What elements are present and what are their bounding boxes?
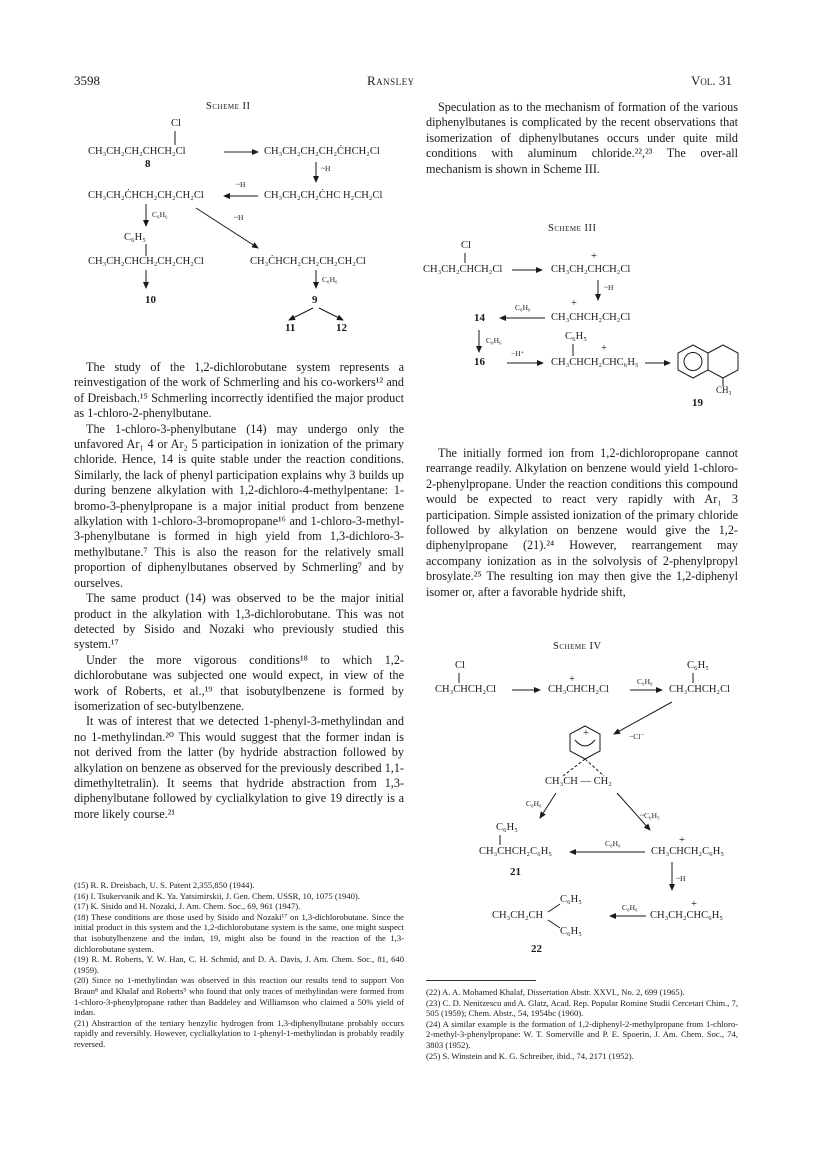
paragraph: Speculation as to the mechanism of formation of the various diphenylbutanes is complicated by the recent observations that isomerization of diphenylbutanes occurs under quite mild conditions with aluminum chloride.²²,²³ The over-all mechanism is shown in Scheme III.	[426, 100, 738, 176]
scheme-ii-c6h6-1: C₆H₆	[152, 210, 168, 219]
footnote: (22) A. A. Mohamed Khalaf, Dissertation Abstr. XXVI., No. 2, 699 (1965).	[426, 987, 685, 997]
scheme-ii-row3-right: CH₃ĊHCH₂CH₂CH₂CH₂Cl	[250, 256, 366, 267]
scheme-iv-plus-2: +	[679, 835, 685, 846]
bridge-bond	[585, 759, 604, 776]
paragraph: It was of interest that we detected 1-phenyl-3-methylindan and no 1-methylindan.²⁰ This would suggest that the former indan is not derived from the latter (by hydride abstraction followed by alkylation on benzene as observed for the previously described 1,1-dimethyltetralin). It seems that hydride abstraction from 1,3-diphenylbutane followed by cyclialkylation to give 19 directly is a more likely course.²¹	[74, 714, 404, 821]
footnote: (25) S. Winstein and K. G. Schreiber, ibid., 74, 2171 (1952).	[426, 1050, 634, 1061]
scheme-iv-c6h6-3: C₆H₆	[605, 839, 621, 848]
scheme-ii-h-shift-1: ~H	[321, 164, 331, 173]
footnote: (20) Since no 1-methylindan was observed in this reaction our results tend to support Von Braun⁸ and Khalaf and Roberts⁹ who found that only traces of methylindan were formed from 1-chloro-3-phenylpropane rather than Baddeley and Williamson who claimed a 50% yield of indan.	[74, 975, 404, 1018]
volume-label: Vol. 31	[691, 73, 732, 88]
scheme-ii-h-shift-3: ~H	[234, 213, 244, 222]
paragraph: The same product (14) was observed to be the major initial product in the alkylation with 1,3-dichlorobutane. This was not detected by Sisido and Nozaki who previously studied this system.¹⁷	[74, 591, 404, 652]
scheme-iii-row1-left: CH₃CH₂CHCH₂Cl	[423, 264, 503, 275]
scheme-iii-minus-h: −H⁺	[511, 349, 525, 358]
paragraph: The study of the 1,2-dichlorobutane system represents a reinvestigation of the work of Schmerling and his co-workers¹² and of Dreisbach.¹⁵ Schmerling incorrectly identified the major product as 1-chloro-2-phenylbutane.	[74, 360, 404, 421]
reaction-arrow	[540, 793, 556, 818]
paragraph: The 1-chloro-3-phenylbutane (14) may undergo only the unfavored Ar₁ 4 or Ar₂ 5 participation in ionization of the primary chloride. Hence, 14 is quite stable under the reaction conditions. Similarly, the lack of phenyl participation explains why 3 builds up during benzene alkylation with 1,2-dichloro-4-methylpentane: 1-bromo-3-phenylpropane is a major initial product from benzene alkylation with 1-chloro-3-bromopropane¹⁶ and 1-chloro-3-methyl-3-phenylbutane is formed in high yield from 1,3-dichloro-3-methylbutane.⁷ This is also the reason for the relatively small proportion of diphenylbutanes observed by Schmerling⁷ and by ourselves.	[74, 421, 404, 590]
reaction-arrow	[617, 793, 650, 830]
footnote: (19) R. M. Roberts, Y. W. Han, C. H. Schmid, and D. A. Davis, J. Am. Chem. Soc., 81, 640 (1959).	[74, 954, 404, 975]
scheme-ii-c6h5-sub: C₆H₅	[124, 232, 146, 243]
scheme-iv-row1-b: CH₃CHCH₂Cl	[548, 684, 610, 695]
scheme-iv-row1-a: CH₃CHCH₂Cl	[435, 684, 497, 695]
scheme-iv-c6h6-2: C₆H₆	[526, 799, 542, 808]
scheme-iv-plus-ring: +	[583, 728, 589, 739]
scheme-ii-row2-right: CH₃CH₂CH₂ĊHC H₂CH₂Cl	[264, 190, 383, 201]
scheme-iv-h-shift: ~H	[676, 874, 686, 883]
scheme-iii-c6h6-a: C₆H₆	[515, 303, 531, 312]
footnote: (16) I. Tsukervanik and K. Ya. Yatsimirskii, J. Gen. Chem. USSR, 10, 1075 (1940).	[74, 890, 360, 901]
scheme-iv-c6h5-shift: ~C₆H₅	[640, 811, 660, 820]
footnote: (15) R. R. Dreisbach, U. S. Patent 2,355,850 (1944).	[74, 880, 255, 890]
paragraph: Under the more vigorous conditions¹⁸ to which 1,2-dichlorobutane was subjected one would expect, in view of the work of Roberts, et al.,¹⁹ that isobutylbenzene is formed by isomerization of sec-butylbenzene.	[74, 652, 404, 713]
footnote: (21) Abstraction of the tertiary benzylic hydrogen from 1,3-diphenylbutane probably occurs rapidly and reversibly. However, cyclialkylation to 1-phenyl-1-methylindan is probably readily reversed.	[74, 1017, 404, 1049]
scheme-iii-c6h6-b: C₆H₆	[486, 336, 502, 345]
scheme-iv-c6h5-21: C₆H₅	[496, 822, 518, 833]
compound-22-label: 22	[531, 943, 542, 955]
aromatic-circle	[684, 353, 702, 371]
paragraph: The initially formed ion from 1,2-dichloropropane cannot rearrange readily. Alkylation on benzene would yield 1-chloro-2-phenylpropane. Under the reaction conditions this compound would be expected to react very rapidly with Ar₁ 3 participation. Simple assisted ionization of the primary chloride followed by alkylation on benzene would give the 1,2-diphenylpropane (21).²⁴ However, rearrangement may accompany ionization as in the solvolysis of 2-phenylpropyl brosylate.²⁵ The resulting ion may then give the 1,2-diphenyl isomer or, after a favorable hydride shift,	[426, 446, 738, 599]
scheme-iv-title: Scheme IV	[553, 641, 602, 652]
scheme-ii-h-shift-2: ~H	[236, 180, 246, 189]
compound-9-label: 9	[312, 294, 318, 306]
scheme-ii-title: Scheme II	[206, 101, 251, 112]
scheme-ii-row1-left: CH₃CH₂CH₂CHCH₂Cl	[88, 146, 186, 157]
scheme-iii-cl: Cl	[461, 240, 471, 251]
page-number: 3598	[74, 73, 100, 88]
compound-14-label: 14	[474, 312, 485, 324]
scheme-iv-plus-3: +	[691, 899, 697, 910]
scheme-iii-plus-3: +	[601, 343, 607, 354]
compound-8-label: 8	[145, 158, 151, 170]
scheme-iv-bridge: CH₃CH — CH₂	[545, 776, 612, 787]
phenonium-ring	[570, 726, 600, 759]
compound-16-label: 16	[474, 356, 485, 368]
reaction-arrow	[196, 208, 258, 248]
scheme-iv-minus-cl: −Cl⁻	[629, 732, 645, 741]
running-title: Ransley	[367, 73, 415, 88]
bridge-bond	[563, 759, 585, 776]
scheme-iii-row3-mid: CH₃CHCH₂CHC₆H₅	[551, 357, 639, 368]
compound-12-label: 12	[336, 322, 347, 334]
scheme-iii-row1-right: CH₃CH₂CHCH₂Cl	[551, 264, 631, 275]
scheme-iv-c6h6-4: C₆H₆	[622, 903, 638, 912]
scheme-iv-row2-left: CH₃CHCH₂C₆H₅	[479, 846, 552, 857]
scheme-iv-row1-c: CH₃CHCH₂Cl	[669, 684, 731, 695]
compound-19-label: 19	[692, 397, 703, 409]
compound-10-label: 10	[145, 294, 156, 306]
scheme-ii-row1-right: CH₃CH₂CH₂CH₂ĊHCH₂Cl	[264, 146, 380, 157]
scheme-ii-row3-left: CH₃CH₂CHCH₂CH₂CH₂Cl	[88, 256, 204, 267]
footnote: (23) C. D. Nenitzescu and A. Glatz, Acad. Rep. Popular Romine Studii Cercetari Chim., 7, 505 (1959); Chem. Abstr., 54, 1954bc (1960).	[426, 997, 738, 1019]
scheme-iv-cl: Cl	[455, 660, 465, 671]
footnote: (24) A similar example is the formation of 1,2-diphenyl-2-methylpropane from 1-chloro-2-methyl-3-phenylpropane: W. T. Somerville and P. E. Spoerin, J. Am. Chem. Soc., 74, 3803 (1952).	[426, 1018, 738, 1050]
reaction-arrow	[289, 308, 313, 320]
scheme-iv-row3-left: CH₃CH₂CH	[492, 910, 544, 921]
scheme-iv-c6h5-top: C₆H₅	[687, 660, 709, 671]
scheme-ii-row2-left: CH₃CH₂ĊHCH₂CH₂CH₂Cl	[88, 190, 204, 201]
scheme-iv-row2-right: CH₃CHCH₂C₆H₅	[651, 846, 724, 857]
scheme-iv-plus-1: +	[569, 674, 575, 685]
scheme-ii-c6h6-2: C₆H₆	[322, 275, 338, 284]
bond-line	[548, 920, 560, 928]
cyclohexane-ring	[708, 345, 738, 378]
scheme-iii-plus-2: +	[571, 298, 577, 309]
scheme-iv-c6h6-1: C₆H₆	[637, 677, 653, 686]
compound-21-label: 21	[510, 866, 521, 878]
benzene-ring	[678, 345, 708, 378]
scheme-iii-c6h5: C₆H₅	[565, 331, 587, 342]
reaction-arrow	[319, 308, 343, 320]
footnote: (18) These conditions are those used by Sisido and Nozaki¹⁷ on 1,3-dichlorobutane. Since the initial product in this system and the 1,2-dichlorobutane system is the same, one might suspect that isobutylbenzene and the indan, 19, might also be found in the reaction of the 1,3-dichlorobutane system.	[74, 911, 404, 954]
scheme-ii-cl: Cl	[171, 118, 181, 129]
ring-arc	[575, 740, 595, 746]
scheme-iii-title: Scheme III	[548, 223, 597, 234]
bond-line	[548, 904, 560, 912]
scheme-iii-ch3: CH₃	[716, 385, 732, 395]
compound-11-label: 11	[285, 322, 296, 334]
scheme-iii-plus-1: +	[591, 251, 597, 262]
reaction-arrow	[614, 702, 672, 734]
scheme-iii-h-shift: ~H	[604, 283, 614, 292]
scheme-iv-row3-right: CH₃CH₂CHC₆H₅	[650, 910, 723, 921]
footnote: (17) K. Sisido and H. Nozaki, J. Am. Chem. Soc., 69, 961 (1947).	[74, 901, 301, 912]
scheme-iii-row2-right: CH₃CHCH₂CH₂Cl	[551, 312, 631, 323]
scheme-iv-c6h5-down: C₆H₅	[560, 926, 582, 937]
scheme-iv-c6h5-up: C₆H₅	[560, 894, 582, 905]
